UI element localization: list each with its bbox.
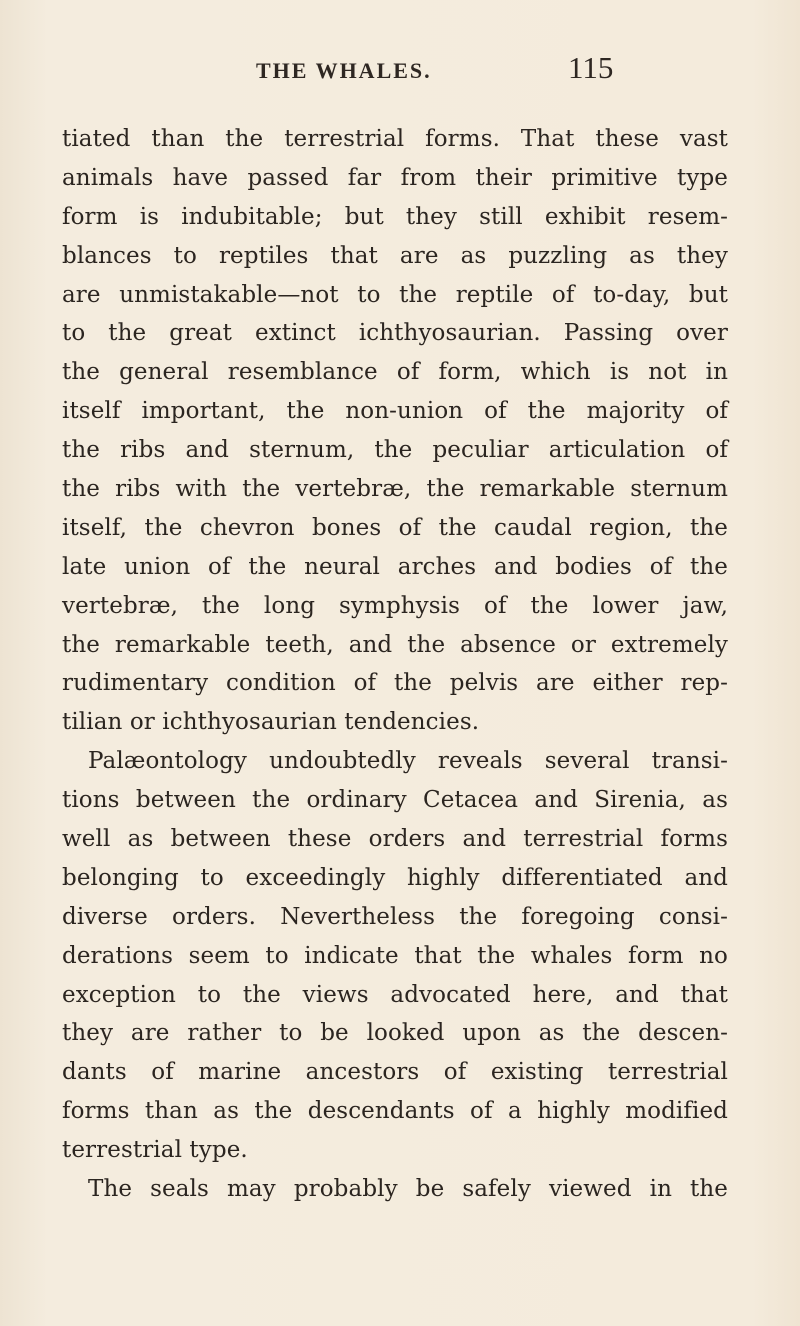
text-line: late union of the neural arches and bodies of the — [62, 553, 728, 580]
text-line: tiated than the terrestrial forms. That these vast — [62, 126, 728, 152]
text-line: blances to reptiles that are as puzzling as they — [62, 242, 728, 269]
text-line: animals have passed far from their primitive type — [62, 164, 728, 191]
text-line: the general resemblance of form, which is not in — [62, 359, 728, 386]
text-line: are unmistakable—not to the reptile of to-day, but — [62, 281, 728, 308]
text-line: to the great extinct ichthyosaurian. Passing over — [62, 320, 728, 347]
text-line: tions between the ordinary Cetacea and Sirenia, as — [62, 787, 728, 814]
text-line: itself important, the non-union of the majority of — [62, 398, 728, 425]
running-head: THE WHALES. — [256, 58, 432, 83]
text-line: exception to the views advocated here, and that — [62, 981, 728, 1008]
text-line: they are rather to be looked upon as the descen- — [62, 1020, 728, 1047]
text-line: terrestrial type. — [62, 1137, 248, 1164]
text-line: The seals may probably be safely viewed in the — [88, 1176, 728, 1203]
text-line: vertebræ, the long symphysis of the lower jaw, — [62, 592, 728, 619]
text-line: dants of marine ancestors of existing terrestrial — [62, 1059, 728, 1086]
body-text — [62, 120, 728, 1209]
text-line: well as between these orders and terrestrial forms — [62, 826, 728, 853]
text-line: the remarkable teeth, and the absence or extremely — [62, 631, 728, 658]
page-number: 115 — [568, 50, 614, 85]
text-line: itself, the chevron bones of the caudal region, the — [62, 514, 728, 541]
text-line: the ribs and sternum, the peculiar articulation of — [62, 437, 728, 464]
text-line: rudimentary condition of the pelvis are either rep- — [62, 670, 728, 697]
text-line: derations seem to indicate that the whales form no — [62, 942, 728, 969]
text-line: the ribs with the vertebræ, the remarkable sternum — [62, 476, 728, 503]
text-line: form is indubitable; but they still exhibit resem- — [62, 203, 728, 230]
text-line: diverse orders. Nevertheless the foregoing consi- — [62, 903, 728, 930]
text-line: forms than as the descendants of a highly modified — [62, 1098, 728, 1125]
text-line: tilian or ichthyosaurian tendencies. — [62, 709, 480, 736]
text-line: Palæontology undoubtedly reveals several transi- — [88, 748, 728, 775]
text-line: belonging to exceedingly highly differentiated and — [62, 864, 728, 891]
